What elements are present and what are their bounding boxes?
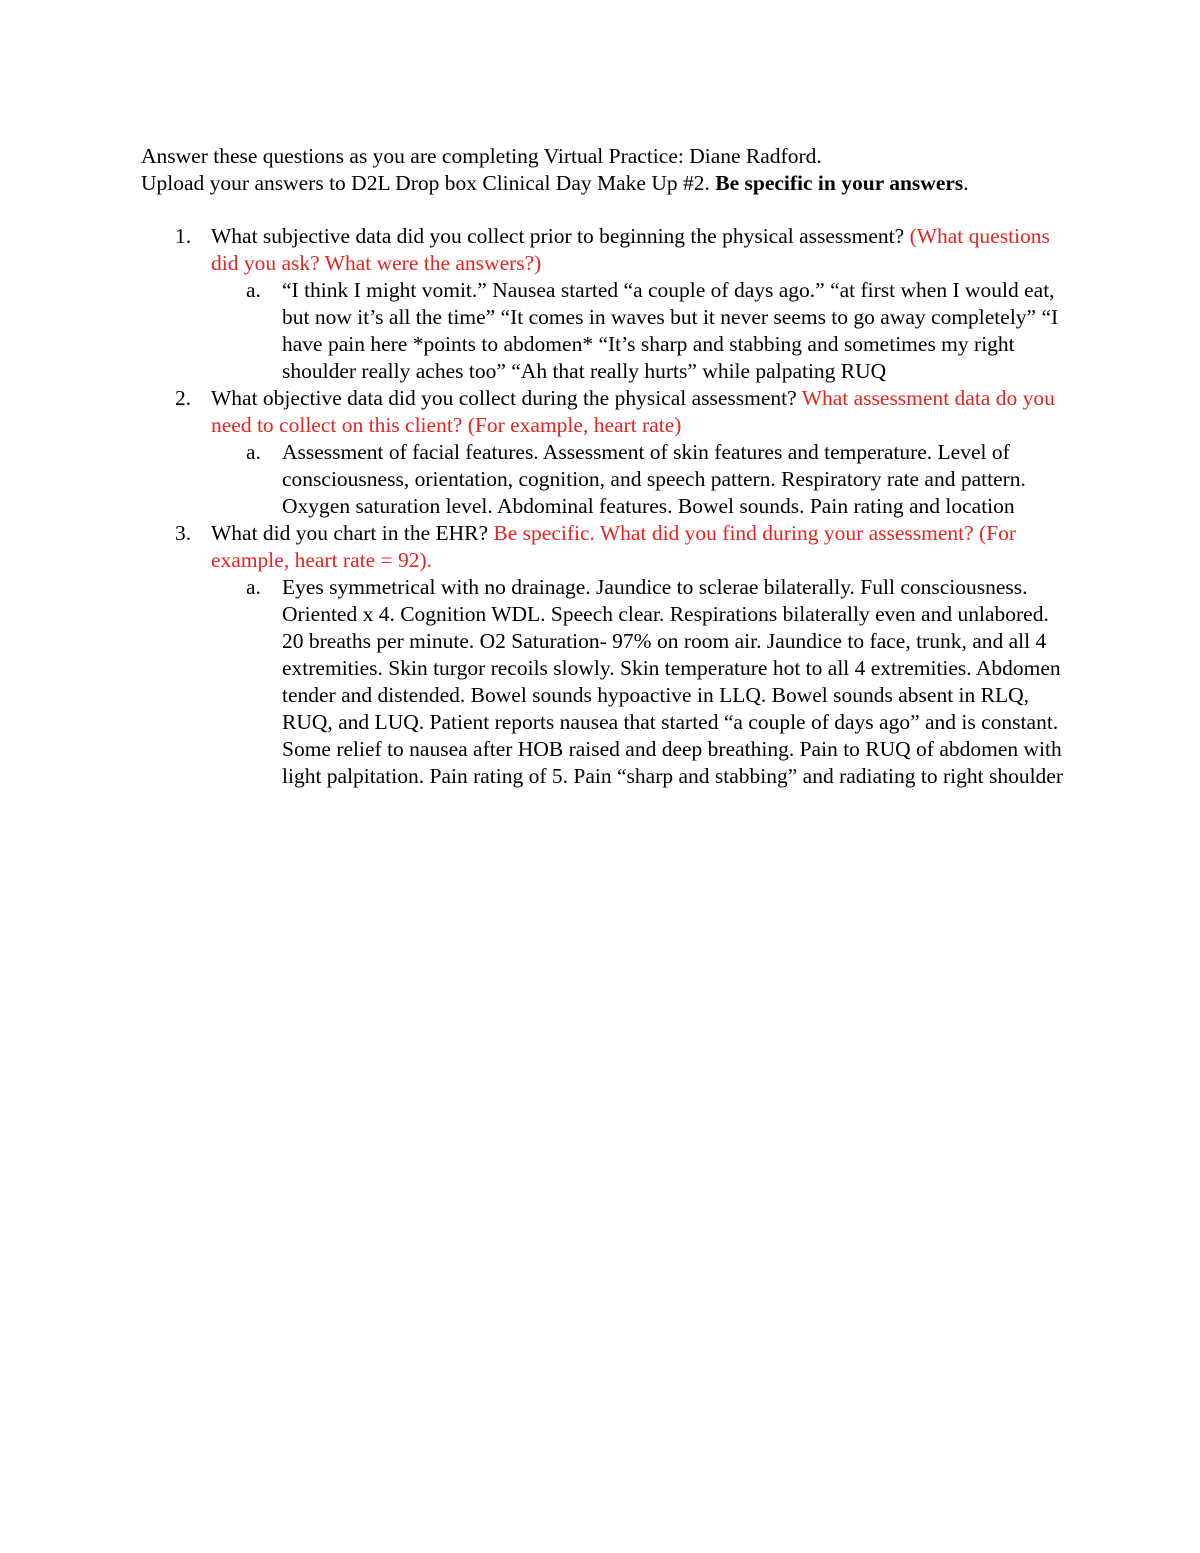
question-prompt: What subjective data did you collect prior to beginning the physical assessment?: [211, 224, 910, 248]
question-number: 1.: [175, 224, 192, 248]
answer-list: [211, 277, 1071, 385]
answer-text: Assessment of facial features. Assessment of skin features and temperature. Level of consciousness, orientation, cognition, and speech pattern. Respiratory rate and pattern. Oxygen saturation level. Abdominal features. Bowel sounds. Pain rating and location: [282, 440, 1026, 518]
question-number: 2.: [175, 386, 192, 410]
answer-text: Eyes symmetrical with no drainage. Jaundice to sclerae bilaterally. Full consciousness. Oriented x 4. Cognition WDL. Speech clear. Respirations bilaterally even and unlabored. 20 breaths per minute. O2 Saturation- 97% on room air. Jaundice to face, trunk, and all 4 extremities. Skin turgor recoils slowly. Skin temperature hot to all 4 extremities. Abdomen tender and distended. Bowel sounds hypoactive in LLQ. Bowel sounds absent in RLQ, RUQ, and LUQ. Patient reports nausea that started “a couple of days ago” and is constant. Some relief to nausea after HOB raised and deep breathing. Pain to RUQ of abdomen with light palpitation. Pain rating of 5. Pain “sharp and stabbing” and radiating to right shoulder: [282, 575, 1064, 788]
instruction-period: .: [963, 171, 969, 195]
answer-list: [211, 574, 1071, 790]
answer-text: “I think I might vomit.” Nausea started “a couple of days ago.” “at first when I would eat, but now it’s all the time” “It comes in waves but it never seems to go away completely” “I have pain here *points to abdomen* “It’s sharp and stabbing and sometimes my right shoulder really aches too” “Ah that really hurts” while palpating RUQ: [282, 278, 1059, 383]
instruction-emphasis: Be specific in your answers: [715, 171, 964, 195]
answer-list: [211, 439, 1071, 520]
answer-letter: a.: [246, 440, 261, 464]
question-guidance: What assessment data do you need to collect on this client? (For example, heart rate): [211, 386, 1055, 437]
answer-item: [211, 277, 1071, 385]
question-list: [141, 223, 1071, 790]
instruction-upload-text: Upload your answers to D2L Drop box Clinical Day Make Up #2.: [141, 171, 716, 195]
question-3: [141, 520, 1071, 790]
question-text: [211, 520, 1071, 574]
instructions: [141, 143, 1101, 197]
question-guidance: Be specific. What did you find during your assessment? (For example, heart rate = 92).: [211, 521, 1017, 572]
answer-letter: a.: [246, 278, 261, 302]
answer-item: [211, 439, 1071, 520]
question-2: [141, 385, 1071, 520]
instruction-line-1: Answer these questions as you are completing Virtual Practice: Diane Radford.: [141, 144, 822, 168]
question-guidance: (What questions did you ask? What were the answers?): [211, 224, 1050, 275]
answer-letter: a.: [246, 575, 261, 599]
question-prompt: What objective data did you collect during the physical assessment?: [211, 386, 802, 410]
question-text: [211, 385, 1071, 439]
answer-item: [211, 574, 1071, 790]
instruction-line-2: [141, 170, 1101, 197]
question-number: 3.: [175, 521, 192, 545]
question-prompt: What did you chart in the EHR?: [211, 521, 494, 545]
question-text: [211, 223, 1071, 277]
question-1: [141, 223, 1071, 385]
